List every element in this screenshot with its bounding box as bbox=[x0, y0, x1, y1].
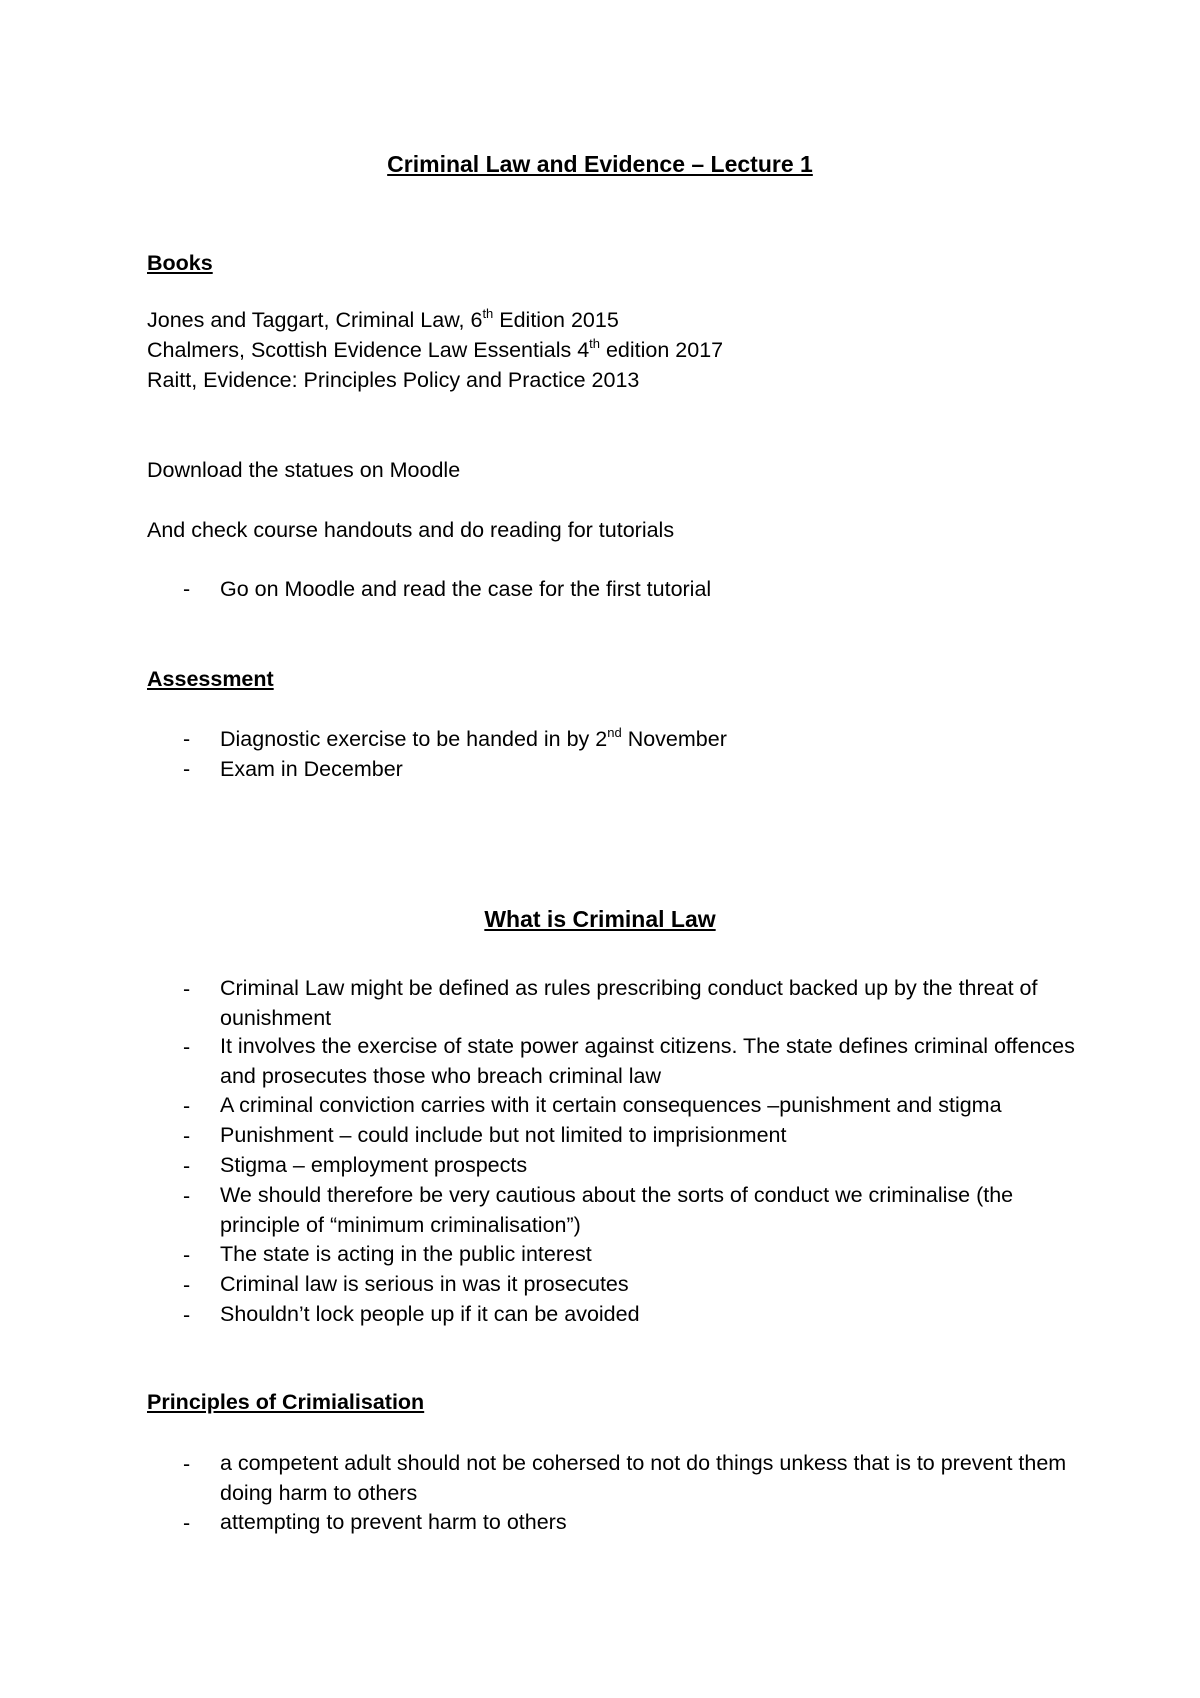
assessment-heading: Assessment bbox=[147, 667, 274, 691]
bullet-marker: - bbox=[183, 1273, 191, 1297]
bullet-marker: - bbox=[183, 1124, 191, 1148]
bullet-marker: - bbox=[183, 1035, 191, 1059]
principles-item: attempting to prevent harm to others bbox=[220, 1510, 567, 1534]
check-note: And check course handouts and do reading for tutorials bbox=[147, 518, 675, 542]
criminal-law-item: Stigma – employment prospects bbox=[220, 1153, 528, 1177]
bullet-marker: - bbox=[183, 577, 191, 601]
criminal-law-item: Criminal law is serious in was it prosecutes bbox=[220, 1272, 629, 1296]
bullet-marker: - bbox=[183, 727, 191, 751]
moodle-bullet: Go on Moodle and read the case for the first tutorial bbox=[220, 577, 712, 601]
bullet-marker: - bbox=[183, 977, 191, 1001]
criminal-law-item: Criminal Law might be defined as rules prescribing conduct backed up by the threat of ounishment bbox=[220, 976, 1038, 1030]
assessment-item-2: Exam in December bbox=[220, 757, 403, 781]
bullet-marker: - bbox=[183, 1303, 191, 1327]
page-title: Criminal Law and Evidence – Lecture 1 bbox=[387, 151, 813, 177]
assessment-item-1: Diagnostic exercise to be handed in by 2nd November bbox=[220, 725, 727, 751]
bullet-marker: - bbox=[183, 1094, 191, 1118]
criminal-law-item: The state is acting in the public interest bbox=[220, 1242, 592, 1266]
criminal-law-item: Punishment – could include but not limited to imprisionment bbox=[220, 1123, 787, 1147]
criminal-law-item: Shouldn’t lock people up if it can be avoided bbox=[220, 1302, 640, 1326]
principles-item: a competent adult should not be cohersed to not do things unkess that is to prevent them doing harm to others bbox=[220, 1451, 1067, 1505]
criminal-law-item: A criminal conviction carries with it certain consequences –punishment and stigma bbox=[220, 1093, 1002, 1117]
bullet-marker: - bbox=[183, 1511, 191, 1535]
criminal-law-heading: What is Criminal Law bbox=[484, 906, 716, 932]
criminal-law-item: We should therefore be very cautious about the sorts of conduct we criminalise (the principle of “minimum criminalisation”) bbox=[220, 1183, 1014, 1237]
bullet-marker: - bbox=[183, 1452, 191, 1476]
book-entry-2: Chalmers, Scottish Evidence Law Essentials 4th edition 2017 bbox=[147, 336, 724, 362]
bullet-marker: - bbox=[183, 757, 191, 781]
principles-heading: Principles of Crimialisation bbox=[147, 1390, 425, 1414]
books-heading: Books bbox=[147, 251, 213, 275]
book-entry-3: Raitt, Evidence: Principles Policy and Practice 2013 bbox=[147, 368, 640, 392]
bullet-marker: - bbox=[183, 1243, 191, 1267]
bullet-marker: - bbox=[183, 1184, 191, 1208]
bullet-marker: - bbox=[183, 1154, 191, 1178]
download-note: Download the statues on Moodle bbox=[147, 458, 461, 482]
book-entry-1: Jones and Taggart, Criminal Law, 6th Edition 2015 bbox=[147, 306, 619, 332]
criminal-law-item: It involves the exercise of state power against citizens. The state defines criminal offences and prosecutes those who breach criminal law bbox=[220, 1034, 1075, 1088]
